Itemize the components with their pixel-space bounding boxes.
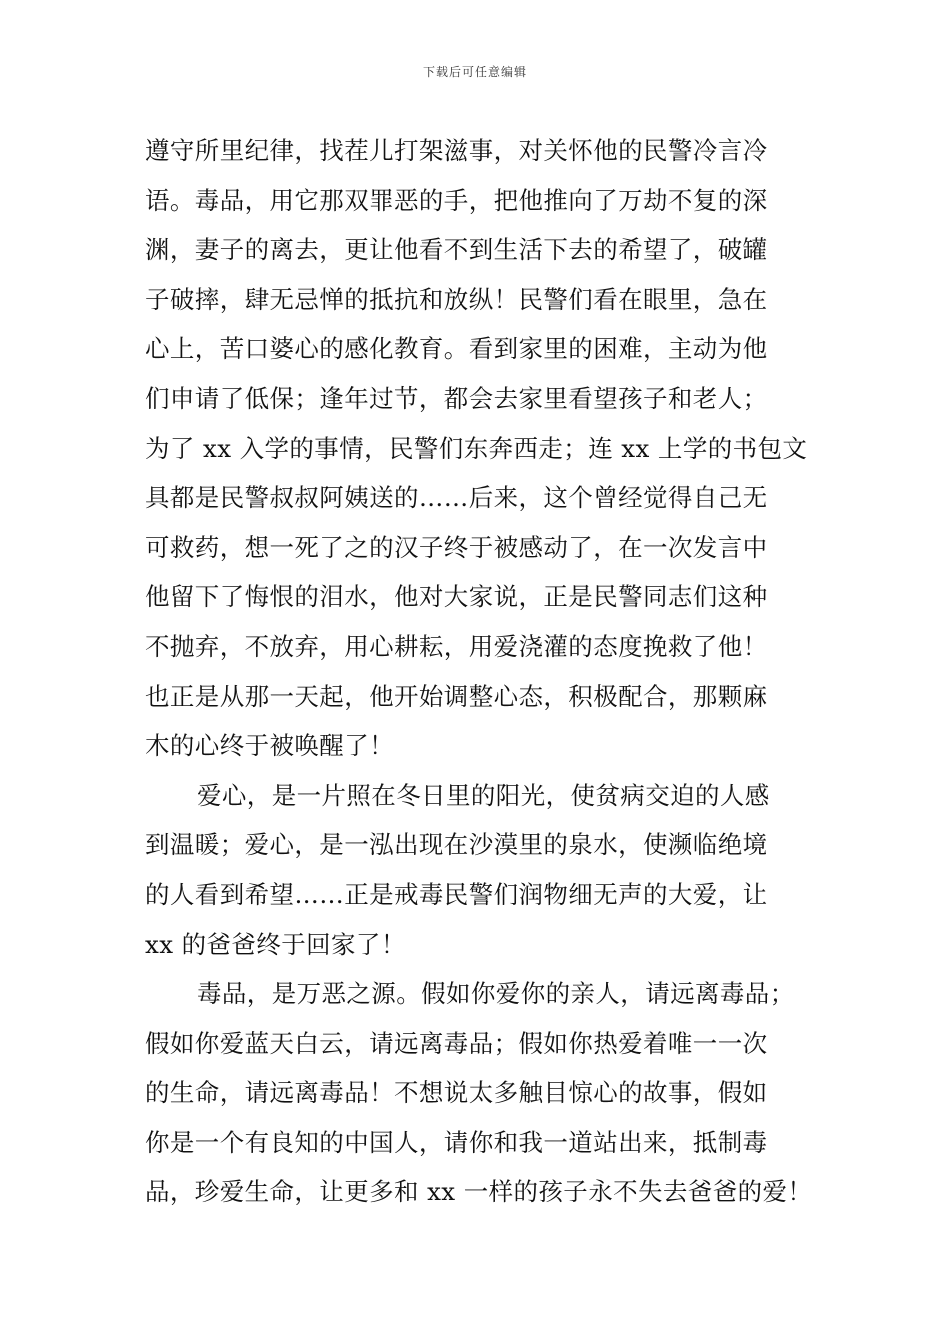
text-line: 也正是从那一天起，他开始调整心态，积极配合，那颗麻 [145,681,768,711]
text-line: 你是一个有良知的中国人，请你和我一道站出来，抵制毒 [145,1127,768,1157]
text-line: 的生命，请远离毒品！不想说太多触目惊心的故事，假如 [145,1078,768,1108]
page-header: 下载后可任意编辑 [422,65,527,79]
text-line: 不抛弃，不放弃，用心耕耘，用爱浇灌的态度挽救了他！ [145,631,768,661]
text-line: 具都是民警叔叔阿姨送的……后来，这个曾经觉得自己无 [145,483,768,513]
text-line: 可救药，想一死了之的汉子终于被感动了，在一次发言中 [145,532,768,562]
text-line: 渊，妻子的离去，更让他看不到生活下去的希望了，破罐 [145,235,768,265]
text-line: 心上，苦口婆心的感化教育。看到家里的困难，主动为他 [145,334,768,364]
text-line: 品，珍爱生命，让更多和 xx 一样的孩子永不失去爸爸的爱！ [145,1177,813,1207]
text-line: 子破摔，肆无忌惮的抵抗和放纵！民警们看在眼里，急在 [145,284,768,314]
paragraph-start-line: 毒品，是万恶之源。假如你爱你的亲人，请远离毒品； [197,979,795,1009]
text-line: 语。毒品，用它那双罪恶的手，把他推向了万劫不复的深 [145,185,768,215]
text-line: 到温暖；爱心，是一泓出现在沙漠里的泉水，使濒临绝境 [145,830,768,860]
text-line: 的人看到希望……正是戒毒民警们润物细无声的大爱，让 [145,879,768,909]
text-line: 木的心终于被唤醒了！ [145,731,394,761]
text-line: 假如你爱蓝天白云，请远离毒品；假如你热爱着唯一一次 [145,1028,768,1058]
text-line: 他留下了悔恨的泪水，他对大家说，正是民警同志们这种 [145,582,768,612]
text-line: xx 的爸爸终于回家了！ [145,929,406,959]
text-line: 遵守所里纪律，找茬儿打架滋事，对关怀他的民警冷言冷 [145,136,768,165]
document-body [145,126,835,1217]
text-line: 为了 xx 入学的事情，民警们东奔西走；连 xx 上学的书包文 [145,433,808,463]
paragraph-start-line: 爱心，是一片照在冬日里的阳光，使贫病交迫的人感 [197,780,770,810]
text-line: 们申请了低保；逢年过节，都会去家里看望孩子和老人； [145,383,768,413]
